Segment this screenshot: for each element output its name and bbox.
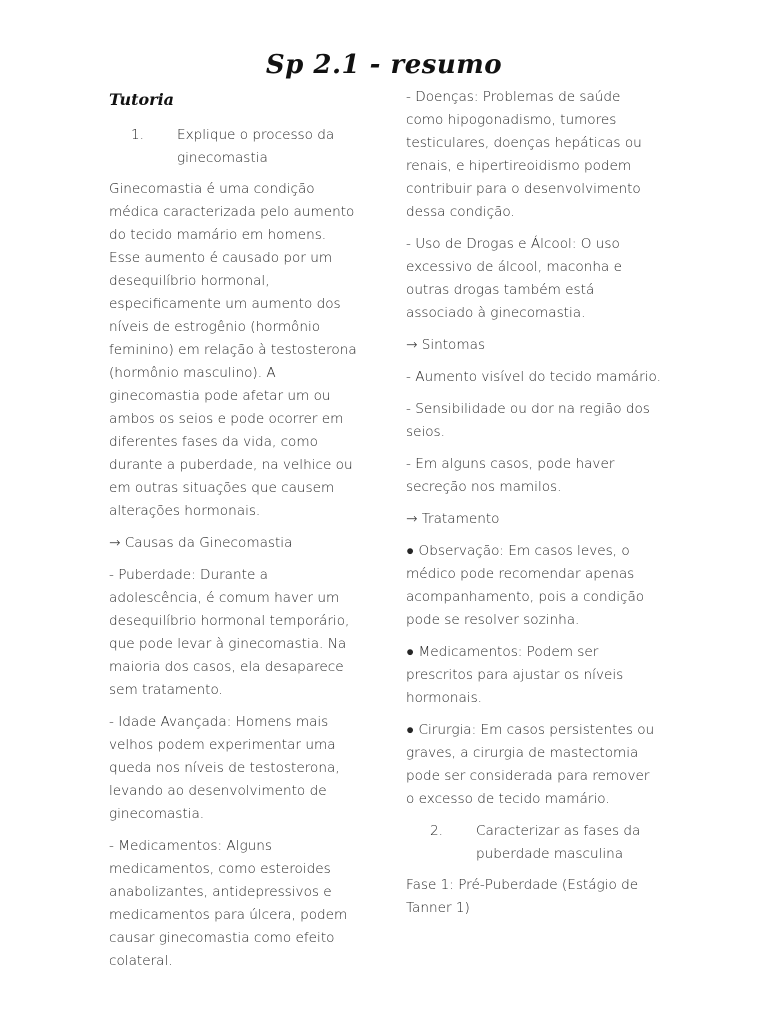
section-heading-tutoria: Tutoria (109, 90, 175, 109)
question-1 (109, 124, 359, 170)
treatment-item: ● Cirurgia: Em casos persistentes ou graves, a cirurgia de mastectomia pode ser considerada para remover o excesso de tecido mamário. (406, 722, 655, 807)
question-2-number: 2. (430, 823, 443, 839)
intro-paragraph: Ginecomastia é uma condição médica caracterizada pelo aumento do tecido mamário em homens. Esse aumento é causado por um desequilíbrio hormonal, especificamente um aumento dos níveis de estrogênio (hormônio feminino) em relação à testosterona (hormônio masculino). A ginecomastia pode afetar um ou ambos os seios e pode ocorrer em diferentes fases da vida, como durante a puberdade, na velhice ou em outras situações que causem alterações hormonais. (109, 181, 357, 519)
fase-1-paragraph: Fase 1: Pré-Puberdade (Estágio de Tanner 1) (406, 877, 639, 916)
cause-idade-avancada: - Idade Avançada: Homens mais velhos podem experimentar uma queda nos níveis de testosterona, levando ao desenvolvimento de ginecomastia. (109, 714, 340, 822)
cause-medicamentos: - Medicamentos: Alguns medicamentos, como esteroides anabolizantes, antidepressivos e medicamentos para úlcera, podem causar ginecomastia como efeito colateral. (109, 838, 348, 969)
left-column (109, 88, 359, 982)
right-column (406, 86, 662, 929)
treatment-heading: → Tratamento (406, 511, 500, 527)
question-2 (406, 820, 662, 866)
treatment-item: ● Observação: Em casos leves, o médico pode recomendar apenas acompanhamento, pois a condição pode se resolver sozinha. (406, 543, 645, 628)
question-2-text: Caracterizar as fases da puberdade masculina (476, 823, 641, 862)
cause-doencas: - Doenças: Problemas de saúde como hipogonadismo, tumores testiculares, doenças hepáticas ou renais, e hipertireoidismo podem contribuir para o desenvolvimento dessa condição. (406, 89, 642, 220)
symptom-item: - Em alguns casos, pode haver secreção nos mamilos. (406, 456, 615, 495)
question-1-text: Explique o processo da ginecomastia (177, 127, 335, 166)
symptoms-heading: → Sintomas (406, 337, 486, 353)
symptom-item: - Aumento visível do tecido mamário. (406, 369, 661, 385)
question-1-number: 1. (131, 127, 144, 143)
document-title: Sp 2.1 - resumo (265, 50, 503, 80)
cause-puberdade: - Puberdade: Durante a adolescência, é comum haver um desequilíbrio hormonal temporário, que pode levar à ginecomastia. Na maioria dos casos, ela desaparece sem tratamento. (109, 567, 350, 698)
symptom-item: - Sensibilidade ou dor na região dos seios. (406, 401, 650, 440)
cause-drogas: - Uso de Drogas e Álcool: O uso excessivo de álcool, maconha e outras drogas também está associado à ginecomastia. (406, 236, 622, 321)
causes-heading: → Causas da Ginecomastia (109, 535, 293, 551)
treatment-item: ● Medicamentos: Podem ser prescritos para ajustar os níveis hormonais. (406, 644, 624, 706)
